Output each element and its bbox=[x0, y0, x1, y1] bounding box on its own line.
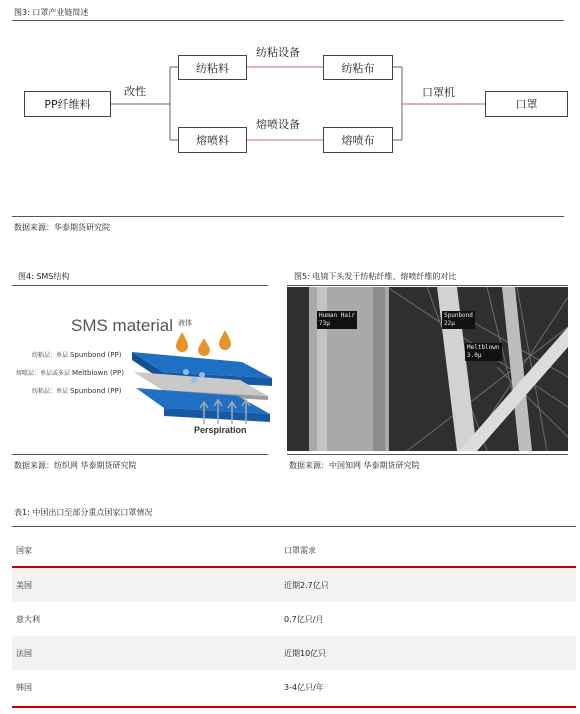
sem-tag-hair: Human Hair 73μ bbox=[319, 312, 356, 327]
edge-mask-machine: 口罩机 bbox=[422, 86, 455, 99]
row-country: 美国 bbox=[16, 580, 32, 590]
header-country: 国家 bbox=[16, 545, 32, 555]
sem-tag-spunbond: Spunbond 22μ bbox=[444, 312, 473, 327]
node-spunbond-fabric: 纺粘布 bbox=[323, 55, 393, 80]
fig5-bottom-rule bbox=[287, 454, 568, 455]
node-mask: 口罩 bbox=[485, 91, 568, 117]
node-spunbond-material: 纺粘料 bbox=[178, 55, 247, 80]
perspiration-label: Perspiration bbox=[194, 425, 247, 435]
layer-label-3: 纺粘层：单层 Spunbond (PP) bbox=[32, 387, 122, 395]
node-meltblown-fabric: 熔喷布 bbox=[323, 127, 393, 153]
row-demand: 近期2.7亿只 bbox=[284, 580, 329, 590]
node-pp: PP纤维料 bbox=[24, 91, 111, 117]
fig5-caption: 图5: 电镜下头发于纺粘纤维、熔喷纤维的对比 bbox=[294, 272, 457, 281]
fig3-bottom-rule bbox=[12, 216, 564, 217]
fig4-bottom-rule bbox=[12, 454, 268, 455]
fig4-top-rule bbox=[12, 285, 268, 286]
table1-bottom-rule bbox=[12, 706, 576, 708]
sem-tag-meltblown: Meltblown 3.0μ bbox=[467, 344, 500, 359]
edge-meltblown-equipment: 熔喷设备 bbox=[256, 118, 300, 131]
table-row bbox=[12, 670, 576, 704]
liquid-label: 液体 bbox=[178, 319, 192, 327]
table-row bbox=[12, 568, 576, 602]
fig5-source: 数据来源：中国知网 华泰期货研究院 bbox=[289, 461, 420, 470]
table1-caption: 表1: 中国出口至部分重点国家口罩情况 bbox=[14, 508, 153, 517]
table1-top-rule bbox=[12, 526, 576, 527]
fig4-caption: 图4: SMS结构 bbox=[18, 272, 70, 281]
up-arrows-icon bbox=[196, 396, 266, 426]
row-country: 法国 bbox=[16, 648, 32, 658]
sem-image bbox=[287, 287, 568, 451]
sms-title: SMS material bbox=[71, 316, 174, 335]
row-demand: 3-4亿只/年 bbox=[284, 682, 324, 692]
node-meltblown-material: 熔喷料 bbox=[178, 127, 247, 153]
layer-label-1: 纺粘层：单层 Spunbond (PP) bbox=[32, 351, 122, 359]
edge-spunbond-equipment: 纺粘设备 bbox=[256, 46, 300, 59]
table-row bbox=[12, 636, 576, 670]
row-country: 意大利 bbox=[16, 614, 40, 624]
table-header-row bbox=[12, 533, 576, 567]
header-demand: 口罩需求 bbox=[284, 545, 316, 555]
fig3-caption: 图3: 口罩产业链简述 bbox=[14, 8, 89, 17]
sms-figure bbox=[12, 292, 270, 452]
row-demand: 近期10亿只 bbox=[284, 648, 327, 658]
fig3-source: 数据来源：华泰期货研究院 bbox=[14, 223, 110, 232]
table-row bbox=[12, 602, 576, 636]
row-country: 韩国 bbox=[16, 682, 32, 692]
edge-modify: 改性 bbox=[124, 85, 146, 98]
row-demand: 0.7亿只/月 bbox=[284, 614, 324, 624]
fig5-top-rule bbox=[287, 285, 568, 286]
fig4-source: 数据来源：纺织网 华泰期货研究院 bbox=[14, 461, 137, 470]
layer-label-2: 熔喷层：单层或多层 Meltblown (PP) bbox=[16, 369, 124, 377]
